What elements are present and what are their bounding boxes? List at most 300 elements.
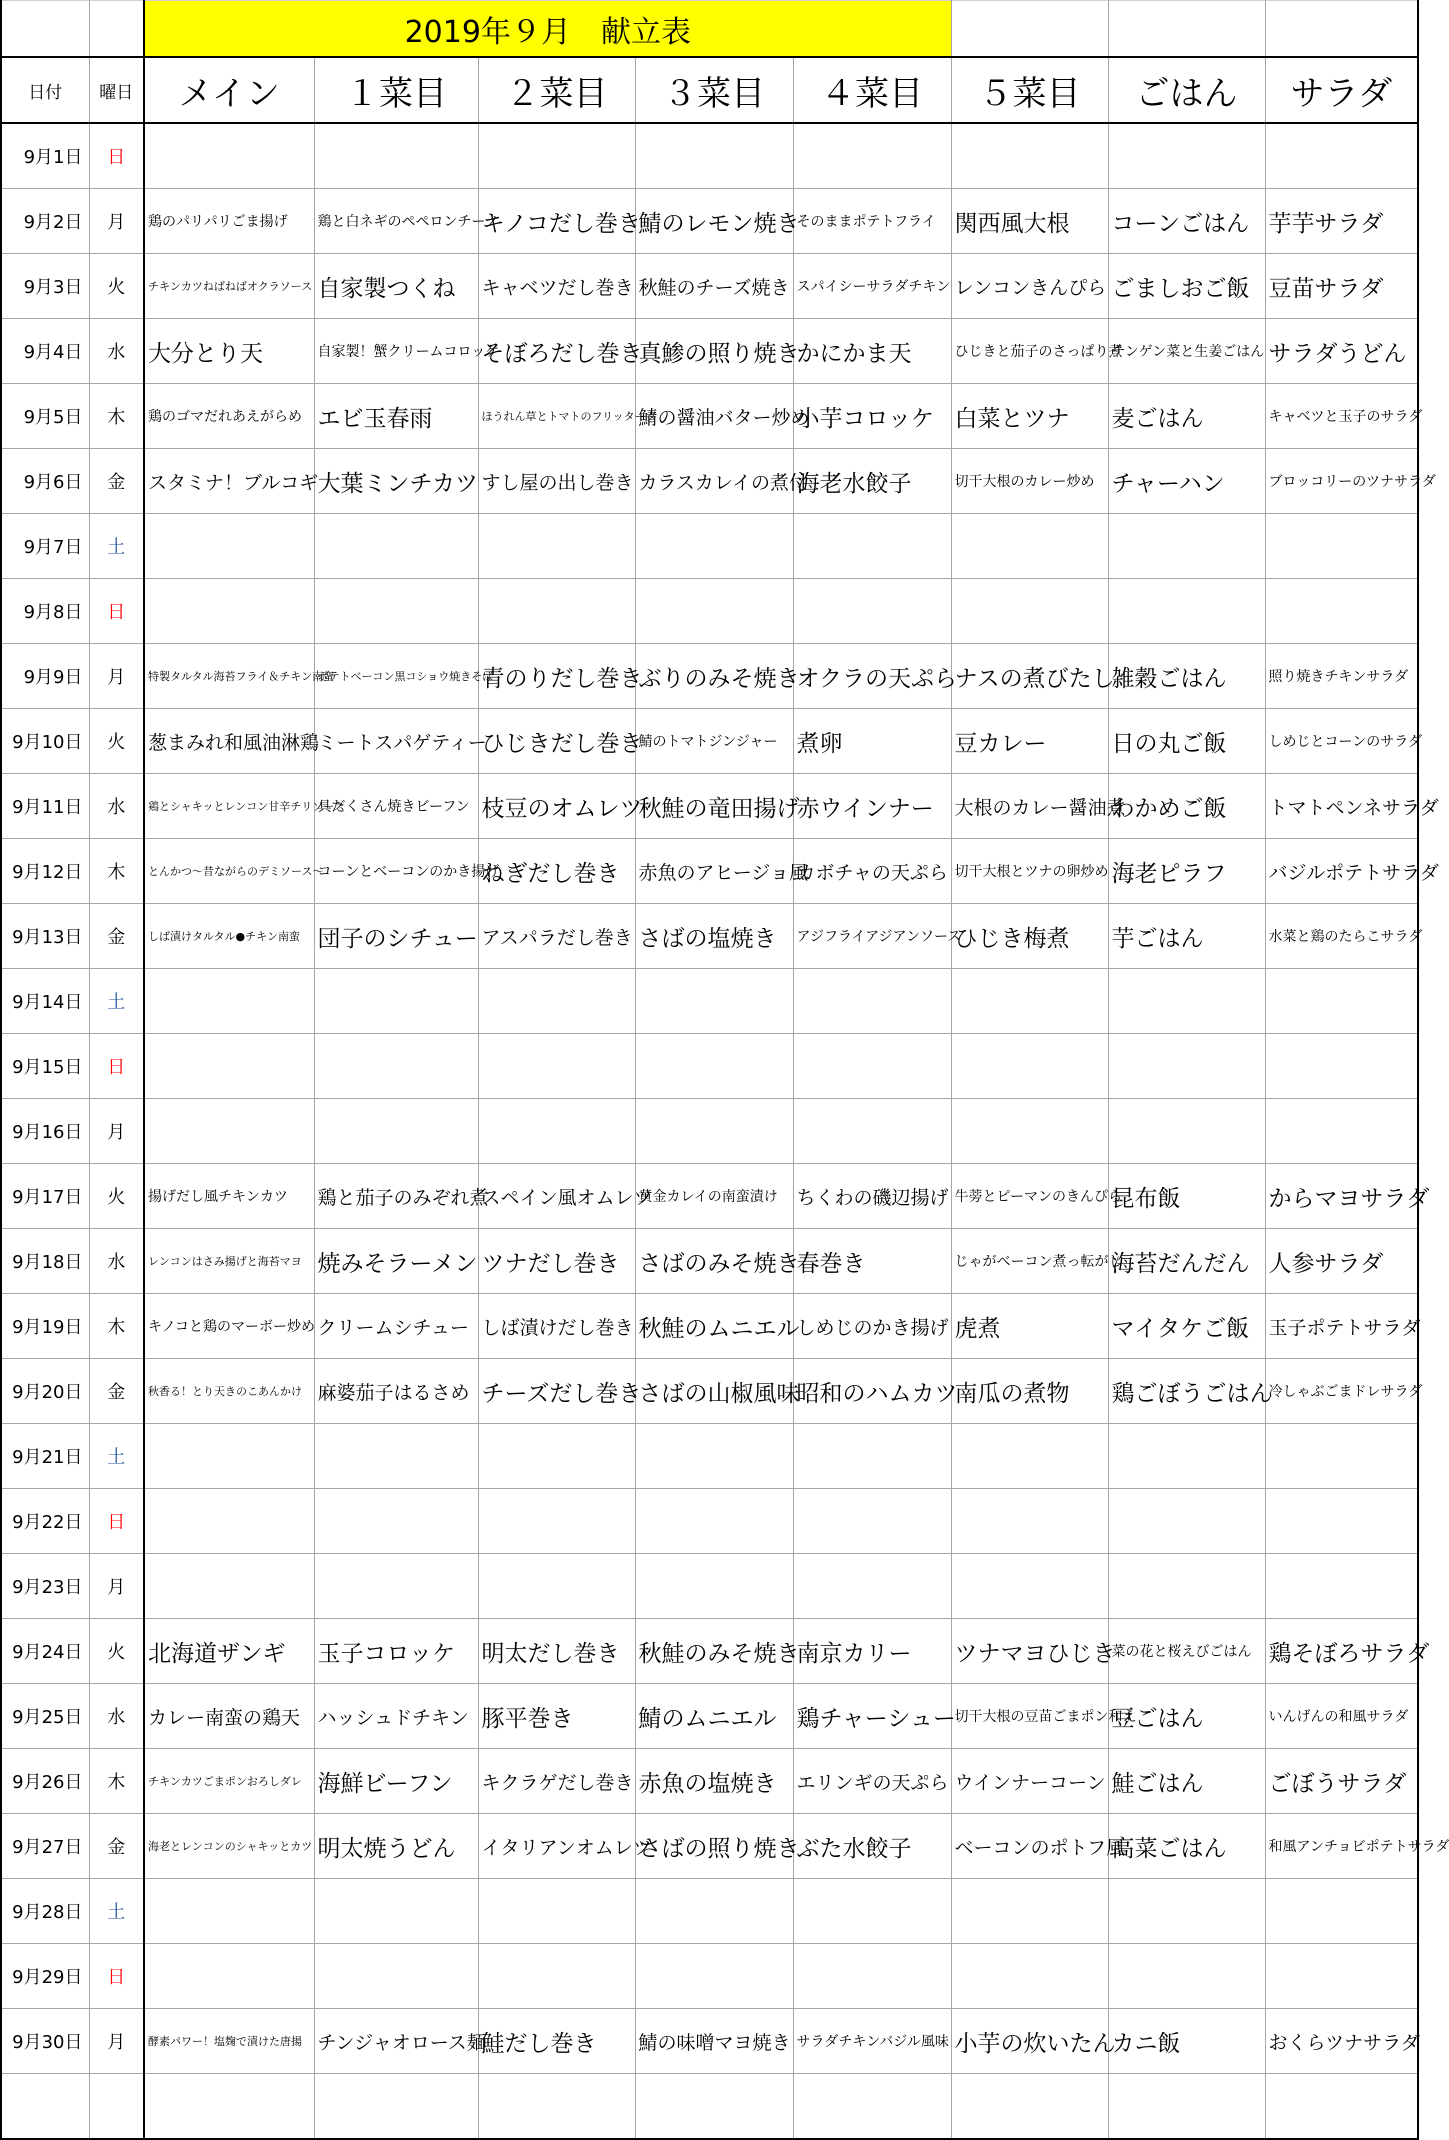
dish-2-cell xyxy=(478,1489,635,1554)
table-row xyxy=(1,1554,1418,1619)
table-row xyxy=(1,1424,1418,1489)
date-cell: 9月30日 xyxy=(1,2009,89,2074)
date-cell: 9月3日 xyxy=(1,254,89,319)
main-cell: チキンカツねばねばオクラソース xyxy=(144,254,314,319)
dish-3-cell xyxy=(635,969,793,1034)
weekday-cell: 月 xyxy=(89,189,144,254)
dish-2-cell: キャベツだし巻き xyxy=(478,254,635,319)
dish-5-cell: 小芋の炊いたん xyxy=(951,2009,1108,2074)
date-cell: 9月5日 xyxy=(1,384,89,449)
weekday-cell: 火 xyxy=(89,709,144,774)
dish-1-cell: 具だくさん焼きビーフン xyxy=(314,774,478,839)
table-row xyxy=(1,709,1418,774)
dish-2-cell: そぼろだし巻き xyxy=(478,319,635,384)
title-blank-cell xyxy=(1,1,89,58)
table-row xyxy=(1,579,1418,644)
rice-cell: 日の丸ご飯 xyxy=(1108,709,1265,774)
dish-5-cell xyxy=(951,1489,1108,1554)
dish-3-cell: 鯖の味噌マヨ焼き xyxy=(635,2009,793,2074)
title-blank-cell xyxy=(1108,1,1265,58)
dish-3-cell: 鯖のレモン焼き xyxy=(635,189,793,254)
date-cell: 9月17日 xyxy=(1,1164,89,1229)
weekday-cell: 金 xyxy=(89,1814,144,1879)
dish-3-cell xyxy=(635,1489,793,1554)
main-cell xyxy=(144,514,314,579)
dish-4-cell xyxy=(793,1879,951,1944)
sheet-title: 2019年９月 献立表 xyxy=(144,1,951,58)
dish-1-cell xyxy=(314,969,478,1034)
dish-2-cell xyxy=(478,514,635,579)
empty-cell xyxy=(89,2074,144,2140)
date-cell: 9月6日 xyxy=(1,449,89,514)
dish-5-cell: ツナマヨひじき xyxy=(951,1619,1108,1684)
dish-2-cell: キクラゲだし巻き xyxy=(478,1749,635,1814)
main-cell: 鶏とシャキッとレンコン甘辛チリソース xyxy=(144,774,314,839)
header-dish-5: ５菜目 xyxy=(951,57,1108,123)
dish-2-cell: キノコだし巻き xyxy=(478,189,635,254)
dish-1-cell: 自家製つくね xyxy=(314,254,478,319)
table-row xyxy=(1,1099,1418,1164)
dish-4-cell: そのままポテトフライ xyxy=(793,189,951,254)
main-cell xyxy=(144,969,314,1034)
table-row xyxy=(1,1944,1418,2009)
title-blank-cell xyxy=(1265,1,1418,58)
dish-2-cell: 鮭だし巻き xyxy=(478,2009,635,2074)
dish-4-cell: ぶた水餃子 xyxy=(793,1814,951,1879)
dish-3-cell: カラスカレイの煮付 xyxy=(635,449,793,514)
dish-3-cell xyxy=(635,1944,793,2009)
salad-cell: ごぼうサラダ xyxy=(1265,1749,1418,1814)
dish-4-cell xyxy=(793,1489,951,1554)
date-cell: 9月9日 xyxy=(1,644,89,709)
dish-3-cell: 秋鮭のみそ焼き xyxy=(635,1619,793,1684)
dish-5-cell xyxy=(951,1034,1108,1099)
dish-5-cell: レンコンきんぴら xyxy=(951,254,1108,319)
date-cell: 9月22日 xyxy=(1,1489,89,1554)
rice-cell: マイタケご飯 xyxy=(1108,1294,1265,1359)
weekday-cell: 水 xyxy=(89,319,144,384)
main-cell xyxy=(144,1099,314,1164)
salad-cell: 玉子ポテトサラダ xyxy=(1265,1294,1418,1359)
date-cell: 9月27日 xyxy=(1,1814,89,1879)
weekday-cell: 金 xyxy=(89,1359,144,1424)
dish-1-cell xyxy=(314,514,478,579)
dish-1-cell xyxy=(314,1944,478,2009)
salad-cell xyxy=(1265,1489,1418,1554)
dish-5-cell xyxy=(951,123,1108,189)
date-cell: 9月26日 xyxy=(1,1749,89,1814)
weekday-cell: 金 xyxy=(89,449,144,514)
dish-2-cell xyxy=(478,123,635,189)
dish-3-cell: 真鯵の照り焼き xyxy=(635,319,793,384)
rice-cell xyxy=(1108,1424,1265,1489)
header-row xyxy=(1,57,1418,123)
dish-2-cell: イタリアンオムレツ xyxy=(478,1814,635,1879)
date-cell: 9月21日 xyxy=(1,1424,89,1489)
dish-1-cell: ミートスパゲティー xyxy=(314,709,478,774)
rice-cell xyxy=(1108,123,1265,189)
date-cell: 9月7日 xyxy=(1,514,89,579)
dish-3-cell: 鯖のトマトジンジャー xyxy=(635,709,793,774)
salad-cell: ブロッコリーのツナサラダ xyxy=(1265,449,1418,514)
table-row xyxy=(1,514,1418,579)
dish-3-cell xyxy=(635,1424,793,1489)
dish-4-cell xyxy=(793,969,951,1034)
main-cell: とんかつ～昔ながらのデミソース～ xyxy=(144,839,314,904)
main-cell: 鶏のゴマだれあえがらめ xyxy=(144,384,314,449)
dish-1-cell: 鶏と白ネギのペペロンチーノ xyxy=(314,189,478,254)
dish-4-cell: 昭和のハムカツ xyxy=(793,1359,951,1424)
salad-cell xyxy=(1265,579,1418,644)
dish-4-cell: かにかま天 xyxy=(793,319,951,384)
dish-2-cell: 豚平巻き xyxy=(478,1684,635,1749)
dish-4-cell xyxy=(793,1424,951,1489)
dish-3-cell: さばのみそ焼き xyxy=(635,1229,793,1294)
dish-2-cell: 青のりだし巻き xyxy=(478,644,635,709)
weekday-cell: 火 xyxy=(89,254,144,319)
dish-1-cell: 大葉ミンチカツ xyxy=(314,449,478,514)
rice-cell: ごましおご飯 xyxy=(1108,254,1265,319)
rice-cell xyxy=(1108,1099,1265,1164)
dish-3-cell xyxy=(635,1879,793,1944)
dish-1-cell: ポテトベーコン黒コショウ焼きそば xyxy=(314,644,478,709)
header-dish-2: ２菜目 xyxy=(478,57,635,123)
dish-2-cell xyxy=(478,1879,635,1944)
main-cell xyxy=(144,123,314,189)
dish-4-cell: 小芋コロッケ xyxy=(793,384,951,449)
table-row xyxy=(1,774,1418,839)
header-dish-1: １菜目 xyxy=(314,57,478,123)
main-cell: 大分とり天 xyxy=(144,319,314,384)
dish-1-cell xyxy=(314,579,478,644)
dish-5-cell: 切干大根の豆苗ごまポン和え xyxy=(951,1684,1108,1749)
salad-cell xyxy=(1265,1424,1418,1489)
dish-3-cell xyxy=(635,514,793,579)
rice-cell: わかめご飯 xyxy=(1108,774,1265,839)
table-row xyxy=(1,189,1418,254)
table-row xyxy=(1,1294,1418,1359)
table-row xyxy=(1,1489,1418,1554)
dish-5-cell: 南瓜の煮物 xyxy=(951,1359,1108,1424)
main-cell: 酵素パワー！塩麹で漬けた唐揚 xyxy=(144,2009,314,2074)
dish-2-cell: しば漬けだし巻き xyxy=(478,1294,635,1359)
dish-4-cell: スパイシーサラダチキン xyxy=(793,254,951,319)
main-cell: 特製タルタル海苔フライ＆チキン南蛮 xyxy=(144,644,314,709)
date-cell: 9月13日 xyxy=(1,904,89,969)
dish-1-cell: 焼みそラーメン xyxy=(314,1229,478,1294)
table-row xyxy=(1,1164,1418,1229)
rice-cell: 昆布飯 xyxy=(1108,1164,1265,1229)
main-cell: キノコと鶏のマーボー炒め xyxy=(144,1294,314,1359)
rice-cell xyxy=(1108,1944,1265,2009)
dish-5-cell xyxy=(951,969,1108,1034)
dish-3-cell: 黄金カレイの南蛮漬け xyxy=(635,1164,793,1229)
rice-cell xyxy=(1108,514,1265,579)
dish-3-cell: 赤魚のアヒージョ風 xyxy=(635,839,793,904)
dish-2-cell: ほうれん草とトマトのフリッタータ xyxy=(478,384,635,449)
rice-cell: 芋ごはん xyxy=(1108,904,1265,969)
weekday-cell: 日 xyxy=(89,1034,144,1099)
table-row xyxy=(1,1814,1418,1879)
dish-5-cell: 大根のカレー醤油煮 xyxy=(951,774,1108,839)
date-cell: 9月12日 xyxy=(1,839,89,904)
dish-1-cell xyxy=(314,1489,478,1554)
header-main: メイン xyxy=(144,57,314,123)
weekday-cell: 月 xyxy=(89,2009,144,2074)
dish-5-cell xyxy=(951,1099,1108,1164)
dish-4-cell: 海老水餃子 xyxy=(793,449,951,514)
dish-2-cell xyxy=(478,1424,635,1489)
dish-3-cell xyxy=(635,579,793,644)
empty-cell xyxy=(1108,2074,1265,2140)
table-row xyxy=(1,1684,1418,1749)
dish-3-cell: さばの照り焼き xyxy=(635,1814,793,1879)
header-dish-3: ３菜目 xyxy=(635,57,793,123)
rice-cell: 鮭ごはん xyxy=(1108,1749,1265,1814)
weekday-cell: 月 xyxy=(89,1099,144,1164)
rice-cell: カニ飯 xyxy=(1108,2009,1265,2074)
dish-4-cell xyxy=(793,1099,951,1164)
dish-1-cell xyxy=(314,1034,478,1099)
salad-cell: 人参サラダ xyxy=(1265,1229,1418,1294)
dish-4-cell xyxy=(793,123,951,189)
dish-1-cell: 自家製！蟹クリームコロッケ xyxy=(314,319,478,384)
dish-2-cell: 明太だし巻き xyxy=(478,1619,635,1684)
rice-cell: チンゲン菜と生姜ごはん xyxy=(1108,319,1265,384)
date-cell: 9月10日 xyxy=(1,709,89,774)
title-row xyxy=(1,1,1418,58)
rice-cell: 海苔だんだん xyxy=(1108,1229,1265,1294)
dish-5-cell: 牛蒡とピーマンのきんぴら xyxy=(951,1164,1108,1229)
salad-cell: 豆苗サラダ xyxy=(1265,254,1418,319)
dish-5-cell: じゃがベーコン煮っ転がし xyxy=(951,1229,1108,1294)
dish-2-cell: アスパラだし巻き xyxy=(478,904,635,969)
weekday-cell: 木 xyxy=(89,1294,144,1359)
dish-5-cell xyxy=(951,514,1108,579)
dish-5-cell: 虎煮 xyxy=(951,1294,1108,1359)
empty-cell xyxy=(144,2074,314,2140)
dish-3-cell xyxy=(635,1034,793,1099)
date-cell: 9月11日 xyxy=(1,774,89,839)
weekday-cell: 日 xyxy=(89,579,144,644)
empty-cell xyxy=(793,2074,951,2140)
dish-4-cell: ちくわの磯辺揚げ xyxy=(793,1164,951,1229)
table-row xyxy=(1,1879,1418,1944)
table-row xyxy=(1,904,1418,969)
rice-cell xyxy=(1108,969,1265,1034)
weekday-cell: 木 xyxy=(89,839,144,904)
header-dish-4: ４菜目 xyxy=(793,57,951,123)
dish-2-cell: チーズだし巻き xyxy=(478,1359,635,1424)
date-cell: 9月29日 xyxy=(1,1944,89,2009)
main-cell xyxy=(144,1489,314,1554)
table-row xyxy=(1,1229,1418,1294)
rice-cell: 菜の花と桜えびごはん xyxy=(1108,1619,1265,1684)
main-cell: レンコンはさみ揚げと海苔マヨ xyxy=(144,1229,314,1294)
salad-cell: キャベツと玉子のサラダ xyxy=(1265,384,1418,449)
dish-4-cell: 南京カリー xyxy=(793,1619,951,1684)
dish-3-cell: ぶりのみそ焼き xyxy=(635,644,793,709)
salad-cell xyxy=(1265,1554,1418,1619)
salad-cell: 和風アンチョビポテトサラダ xyxy=(1265,1814,1418,1879)
table-row xyxy=(1,1749,1418,1814)
dish-1-cell: ハッシュドチキン xyxy=(314,1684,478,1749)
dish-5-cell: 切干大根とツナの卵炒め xyxy=(951,839,1108,904)
dish-4-cell xyxy=(793,1554,951,1619)
dish-1-cell xyxy=(314,1879,478,1944)
dish-4-cell: 春巻き xyxy=(793,1229,951,1294)
dish-2-cell: すし屋の出し巻き xyxy=(478,449,635,514)
date-cell: 9月16日 xyxy=(1,1099,89,1164)
table-row xyxy=(1,1359,1418,1424)
weekday-cell: 月 xyxy=(89,644,144,709)
salad-cell xyxy=(1265,969,1418,1034)
table-row xyxy=(1,449,1418,514)
rice-cell: 海老ピラフ xyxy=(1108,839,1265,904)
rice-cell xyxy=(1108,1489,1265,1554)
rice-cell xyxy=(1108,579,1265,644)
dish-2-cell xyxy=(478,1034,635,1099)
dish-4-cell: アジフライアジアンソース xyxy=(793,904,951,969)
rice-cell xyxy=(1108,1554,1265,1619)
dish-4-cell: 煮卵 xyxy=(793,709,951,774)
dish-1-cell: 団子のシチュー xyxy=(314,904,478,969)
rice-cell: 雑穀ごはん xyxy=(1108,644,1265,709)
rice-cell xyxy=(1108,1879,1265,1944)
dish-5-cell: ひじきと茄子のさっぱり煮 xyxy=(951,319,1108,384)
rice-cell xyxy=(1108,1034,1265,1099)
weekday-cell: 木 xyxy=(89,1749,144,1814)
weekday-cell: 土 xyxy=(89,514,144,579)
salad-cell xyxy=(1265,514,1418,579)
salad-cell: 照り焼きチキンサラダ xyxy=(1265,644,1418,709)
dish-3-cell: 秋鮭のチーズ焼き xyxy=(635,254,793,319)
date-cell: 9月8日 xyxy=(1,579,89,644)
dish-1-cell xyxy=(314,123,478,189)
dish-1-cell: 玉子コロッケ xyxy=(314,1619,478,1684)
main-cell: スタミナ！ブルコギ xyxy=(144,449,314,514)
date-cell: 9月4日 xyxy=(1,319,89,384)
dish-5-cell xyxy=(951,1944,1108,2009)
dish-3-cell: 秋鮭のムニエル xyxy=(635,1294,793,1359)
date-cell: 9月2日 xyxy=(1,189,89,254)
date-cell: 9月24日 xyxy=(1,1619,89,1684)
dish-5-cell: ベーコンのポトフ風 xyxy=(951,1814,1108,1879)
table-row xyxy=(1,1619,1418,1684)
dish-1-cell: コーンとベーコンのかき揚げ xyxy=(314,839,478,904)
table-row xyxy=(1,969,1418,1034)
salad-cell xyxy=(1265,1944,1418,2009)
weekday-cell: 土 xyxy=(89,1424,144,1489)
dish-5-cell: ウインナーコーン xyxy=(951,1749,1108,1814)
dish-4-cell: しめじのかき揚げ xyxy=(793,1294,951,1359)
dish-4-cell: 赤ウインナー xyxy=(793,774,951,839)
dish-4-cell: エリンギの天ぷら xyxy=(793,1749,951,1814)
date-cell: 9月20日 xyxy=(1,1359,89,1424)
title-blank-cell xyxy=(951,1,1108,58)
main-cell: カレー南蛮の鶏天 xyxy=(144,1684,314,1749)
dish-5-cell: ナスの煮びたし xyxy=(951,644,1108,709)
salad-cell: 鶏そぼろサラダ xyxy=(1265,1619,1418,1684)
main-cell: 秋香る！とり天きのこあんかけ xyxy=(144,1359,314,1424)
dish-1-cell: エビ玉春雨 xyxy=(314,384,478,449)
header-salad: サラダ xyxy=(1265,57,1418,123)
rice-cell: 豆ごはん xyxy=(1108,1684,1265,1749)
dish-5-cell: 切干大根のカレー炒め xyxy=(951,449,1108,514)
dish-1-cell: 明太焼うどん xyxy=(314,1814,478,1879)
main-cell: しば漬けタルタル●チキン南蛮 xyxy=(144,904,314,969)
dish-5-cell xyxy=(951,1879,1108,1944)
weekday-cell: 日 xyxy=(89,123,144,189)
main-cell xyxy=(144,1879,314,1944)
dish-5-cell: ひじき梅煮 xyxy=(951,904,1108,969)
weekday-cell: 水 xyxy=(89,1229,144,1294)
dish-2-cell: スペイン風オムレツ xyxy=(478,1164,635,1229)
empty-cell xyxy=(478,2074,635,2140)
salad-cell xyxy=(1265,1879,1418,1944)
dish-1-cell: 麻婆茄子はるさめ xyxy=(314,1359,478,1424)
title-blank-cell xyxy=(89,1,144,58)
header-weekday: 曜日 xyxy=(89,57,144,123)
dish-5-cell xyxy=(951,1424,1108,1489)
empty-cell xyxy=(635,2074,793,2140)
table-row xyxy=(1,1034,1418,1099)
dish-5-cell xyxy=(951,1554,1108,1619)
dish-4-cell: サラダチキンバジル風味 xyxy=(793,2009,951,2074)
dish-5-cell: 白菜とツナ xyxy=(951,384,1108,449)
header-rice: ごはん xyxy=(1108,57,1265,123)
dish-2-cell: ねぎだし巻き xyxy=(478,839,635,904)
rice-cell: コーンごはん xyxy=(1108,189,1265,254)
salad-cell: サラダうどん xyxy=(1265,319,1418,384)
rice-cell: 鶏ごぼうごはん xyxy=(1108,1359,1265,1424)
date-cell: 9月1日 xyxy=(1,123,89,189)
dish-3-cell: 秋鮭の竜田揚げ xyxy=(635,774,793,839)
salad-cell: 芋芋サラダ xyxy=(1265,189,1418,254)
dish-4-cell xyxy=(793,514,951,579)
dish-2-cell xyxy=(478,1099,635,1164)
main-cell: 海老とレンコンのシャキッとカツ xyxy=(144,1814,314,1879)
weekday-cell: 日 xyxy=(89,1944,144,2009)
table-row xyxy=(1,384,1418,449)
dish-3-cell xyxy=(635,1554,793,1619)
empty-cell xyxy=(1,2074,89,2140)
weekday-cell: 土 xyxy=(89,1879,144,1944)
weekday-cell: 月 xyxy=(89,1554,144,1619)
dish-3-cell: 鯖の醤油バター炒め xyxy=(635,384,793,449)
dish-5-cell xyxy=(951,579,1108,644)
dish-4-cell: 鶏チャーシュー xyxy=(793,1684,951,1749)
weekday-cell: 火 xyxy=(89,1619,144,1684)
main-cell xyxy=(144,579,314,644)
dish-5-cell: 関西風大根 xyxy=(951,189,1108,254)
salad-cell: しめじとコーンのサラダ xyxy=(1265,709,1418,774)
empty-cell xyxy=(951,2074,1108,2140)
table-row xyxy=(1,123,1418,189)
dish-2-cell xyxy=(478,579,635,644)
main-cell xyxy=(144,1424,314,1489)
dish-4-cell xyxy=(793,1944,951,2009)
dish-1-cell: 鶏と茄子のみぞれ煮 xyxy=(314,1164,478,1229)
dish-3-cell: さばの山椒風味 xyxy=(635,1359,793,1424)
main-cell: チキンカツごまポンおろしダレ xyxy=(144,1749,314,1814)
salad-cell xyxy=(1265,1034,1418,1099)
table-row xyxy=(1,319,1418,384)
table-row xyxy=(1,2009,1418,2074)
weekday-cell: 水 xyxy=(89,774,144,839)
dish-1-cell: クリームシチュー xyxy=(314,1294,478,1359)
weekday-cell: 金 xyxy=(89,904,144,969)
